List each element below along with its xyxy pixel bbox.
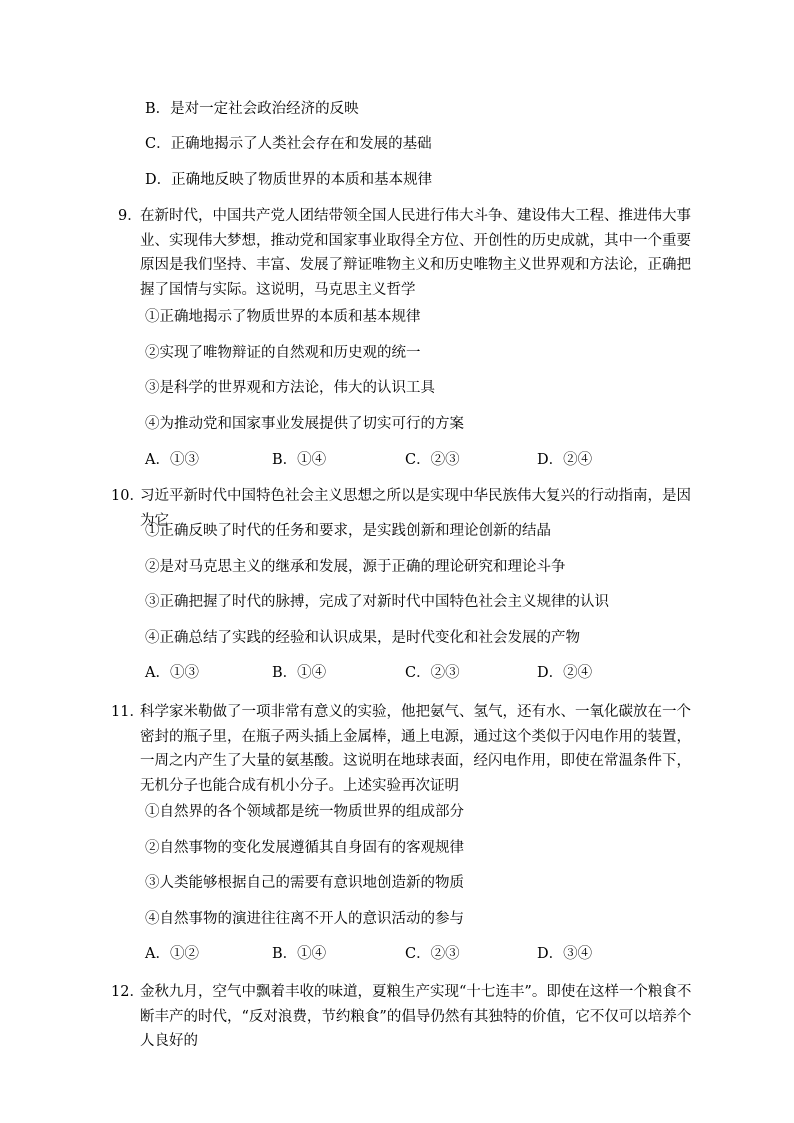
q10-item-4: ④正确总结了实践的经验和认识成果，是时代变化和社会发展的产物 <box>145 630 580 646</box>
q9-item-2: ②实现了唯物辩证的自然观和历史观的统一 <box>145 345 421 361</box>
q11-item-3: ③人类能够根据自己的需要有意识地创造新的物质 <box>145 875 464 891</box>
q11-stem: 科学家米勒做了一项非常有意义的实验，他把氨气、氢气，还有水、一氧化碳放在一个密封的瓶子里，在瓶子两头插上金属棒，通上电源，通过这个类似于闪电作用的装置，一周之内产生了大量的氨基酸。这说明在地球表面，经闪电作用，即使在常温条件下，无机分子也能合成有机小分子。上述实验再次证明 <box>140 704 691 794</box>
q10-item-1: ①正确反映了时代的任务和要求，是实践创新和理论创新的结晶 <box>145 523 551 539</box>
q12-number: 12． <box>111 984 144 1000</box>
q10-item-2: ②是对马克思主义的继承和发展，源于正确的理论研究和理论斗争 <box>145 559 566 575</box>
q11-choice-c: C．②③ <box>405 946 460 962</box>
q8-option-b: B．是对一定社会政治经济的反映 <box>145 101 359 117</box>
q10-number: 10． <box>111 488 144 504</box>
q11-choice-d: D．③④ <box>537 946 593 962</box>
q9-number: 9． <box>118 208 142 224</box>
q9-choice-b: B．①④ <box>272 452 327 468</box>
q10-item-3: ③正确把握了时代的脉搏，完成了对新时代中国特色社会主义规律的认识 <box>145 594 609 610</box>
q12-stem: 金秋九月，空气中飘着丰收的味道，夏粮生产实现“十七连丰”。即使在这样一个粮食不断丰产的时代，“反对浪费，节约粮食”的倡导仍然有其独特的价值，它不仅可以培养个人良好的 <box>140 984 692 1049</box>
q10-choice-a: A．①③ <box>145 665 199 681</box>
q11-item-4: ④自然事物的演进往往离不开人的意识活动的参与 <box>145 911 464 927</box>
q9-choice-a: A．①③ <box>145 452 199 468</box>
q11-item-1: ①自然界的各个领域都是统一物质世界的组成部分 <box>145 804 464 820</box>
q11-number: 11． <box>111 704 144 720</box>
q9-item-3: ③是科学的世界观和方法论，伟大的认识工具 <box>145 380 435 396</box>
q10-choice-d: D．②④ <box>537 665 593 681</box>
q9-item-1: ①正确地揭示了物质世界的本质和基本规律 <box>145 309 421 325</box>
q8-option-c: C．正确地揭示了人类社会存在和发展的基础 <box>145 136 432 152</box>
q9-stem: 在新时代，中国共产党人团结带领全国人民进行伟大斗争、建设伟大工程、推进伟大事业、实现伟大梦想，推动党和国家事业取得全方位、开创性的历史成就，其中一个重要原因是我们坚持、丰富、发展了辩证唯物主义和历史唯物主义世界观和方法论，正确把握了国情与实际。这说明，马克思主义哲学 <box>140 208 691 298</box>
q8-option-d: D．正确地反映了物质世界的本质和基本规律 <box>145 172 433 188</box>
q10-choice-c: C．②③ <box>405 665 460 681</box>
q10-stem: 习近平新时代中国特色社会主义思想之所以是实现中华民族伟大复兴的行动指南，是因为它 <box>140 488 691 529</box>
q9-item-4: ④为推动党和国家事业发展提供了切实可行的方案 <box>145 416 464 432</box>
q11-choice-b: B．①④ <box>272 946 327 962</box>
q10-choice-b: B．①④ <box>272 665 327 681</box>
q11-item-2: ②自然事物的变化发展遵循其自身固有的客观规律 <box>145 840 464 856</box>
q9-choice-d: D．②④ <box>537 452 593 468</box>
q11-choice-a: A．①② <box>145 946 199 962</box>
q9-choice-c: C．②③ <box>405 452 460 468</box>
